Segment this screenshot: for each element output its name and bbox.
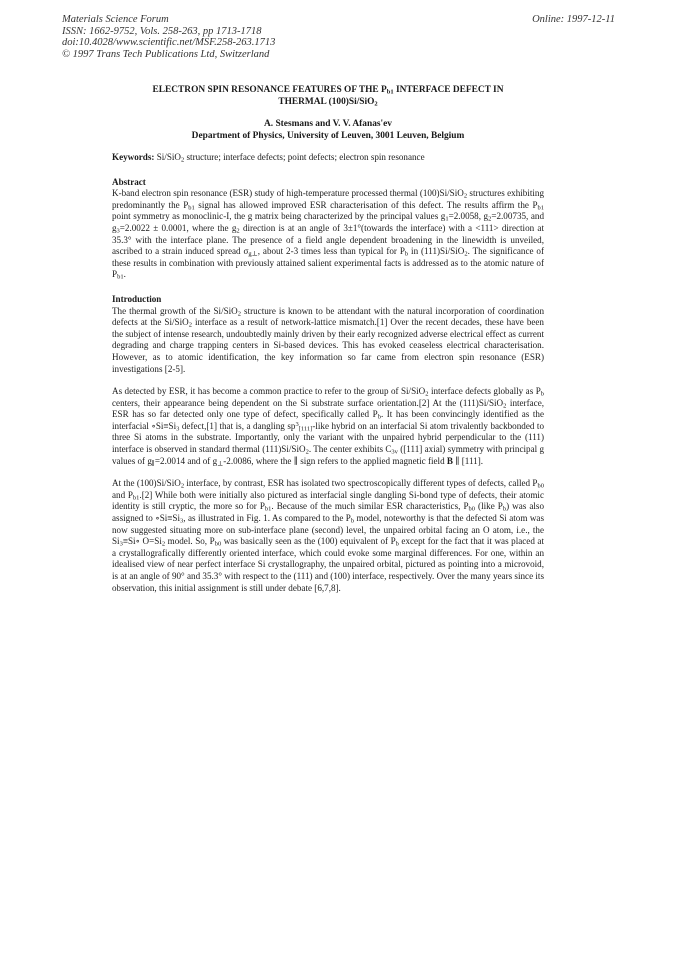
intro-paragraph-3: At the (100)Si/SiO$_2$ interface, by contrast, ESR has isolated two spectroscopically different types of defects, called $P_{b0}$ and $P_{b1}.[2]$ While both were initially also pictured as interfacial single dangling Si-bond type of defects, their atomic identity is still cryptic, the more so for $P_{b1}$. Because of the much similar ESR characteristics, $P_{b0}$ (like $P_b$) was also assigned to $\circ Si\equiv Si_3$, as illustrated in Fig. 1. As compared to the $P_b$ model, noteworthy is that the defected Si atom was now suggested situating more on sub-interface plane (second) level, the unpaired orbital facing an O atom, i.e., the $Si_3\equiv Si\circ$ $O=Si_2$ model. So, $P_{b0}$ was basically seen as the (100) equivalent of $P_b$ except for the fact that it was placed at a crystallografically differently oriented interface, which could evoke some marginal differences. For one, within an idealised view of near perfect interface Si crystallography, the unpaired orbital, pictured as pointing into a microvoid, is at an angle of 90° and 35.3° with respect to the (111) and (100) interface, respectively. Over the many years since its observation, this initial assignment is still under debate [6,7,8]. — [112, 478, 544, 593]
introduction-heading: Introduction — [112, 293, 162, 304]
abstract-heading: Abstract — [112, 176, 146, 187]
online-date: Online: 1997-12-11 — [532, 14, 615, 25]
doi-line[interactable]: doi:10.4028/www.scientific.net/MSF.258-263.1713 — [62, 37, 276, 49]
keywords: Keywords: Si/SiO$_2$ structure; interface defects; point defects; electron spin resonance — [112, 152, 425, 164]
authors: A. Stesmans and V. V. Afanas'ev — [264, 119, 392, 129]
intro-paragraph-1: The thermal growth of the Si/SiO$_2$ structure is known to be attendant with the natural incorporation of coordination defects at the Si/SiO$_2$ interface as a result of network-lattice mismatch.[1] Over the recent decades, these have been the subject of intense research, undoubtedly mainly driven by their early recognized adverse electrical effect as current degrading and charge trapping centers in Si-based devices. This has evoked ceaseless electrical characterisation. However, as to atomic identification, the key information so far came from electron spin resonance (ESR) investigations [2-5]. — [112, 305, 545, 374]
keywords-label: Keywords: — [112, 152, 155, 162]
affiliation: Department of Physics, University of Leuven, 3001 Leuven, Belgium — [191, 131, 465, 141]
author-block — [112, 118, 544, 142]
abstract-text: K-band electron spin resonance (ESR) study of high-temperature processed thermal (100)Si/SiO$_2$ structures exhibiting predominantly the $P_{b1}$ signal has allowed improved ESR characterisation of this defect. The results affirm the $P_{b1}$ point symmetry as monoclinic-I, the g matrix being characterized by the principal values $g_1=2.0058$, $g_2=2.00735$, and $g_3=2.0022 \pm 0.0001$, where the $g_2$ direction is at an angle of 3±1°(towards the interface) with a <111> direction at 35.3° with the interface plane. The presence of a field angle dependent broadening in the linewidth is unveiled, ascribed to a strain induced spread $\sigma_{g\perp}$, about 2-3 times less than typical for $P_b$ in (111)Si/SiO$_2$. The significance of these results in combination with previously attained salient experimental facts is addressed as to the atomic nature of $P_{b1}$. — [112, 188, 545, 281]
journal-name: Materials Science Forum — [62, 14, 169, 25]
copyright-line: © 1997 Trans Tech Publications Ltd, Switzerland — [62, 48, 270, 60]
journal-header — [62, 14, 275, 60]
issn-line: ISSN: 1662-9752, Vols. 258-263, pp 1713-1718 — [62, 25, 262, 37]
paper-body — [112, 84, 544, 594]
paper-title: ELECTRON SPIN RESONANCE FEATURES OF THE $P_{b1}$ INTERFACE DEFECT IN THERMAL (100)Si/SiO$_2$ — [152, 85, 504, 108]
intro-paragraph-2: As detected by ESR, it has become a common practice to refer to the group of Si/SiO$_2$ interface defects globally as $P_b$ centers, their appearance being dependent on the Si substrate surface orientation.[2] At the (111)Si/SiO$_2$ interface, ESR has so far detected only one type of defect, specifically called $P_b$. It has been convincingly identified as the interfacial $\circ Si\equiv Si_3$ defect,[1] that is, a dangling $sp^3_{[111]}$-like hybrid on an interfacial Si atom trivalently backbonded to three Si atoms in the substrate. Importantly, only the variant with the unpaired hybrid perpendicular to the (111) interface is observed in standard thermal (111)Si/SiO$_2$. The center exhibits $C_{3v}$ ([111] axial) symmetry with principal g values of $g_\parallel=2.0014$ and of $g_\perp-2.0086$, where the ∥ sign refers to the applied magnetic field B ∥ [111]. — [112, 386, 545, 468]
